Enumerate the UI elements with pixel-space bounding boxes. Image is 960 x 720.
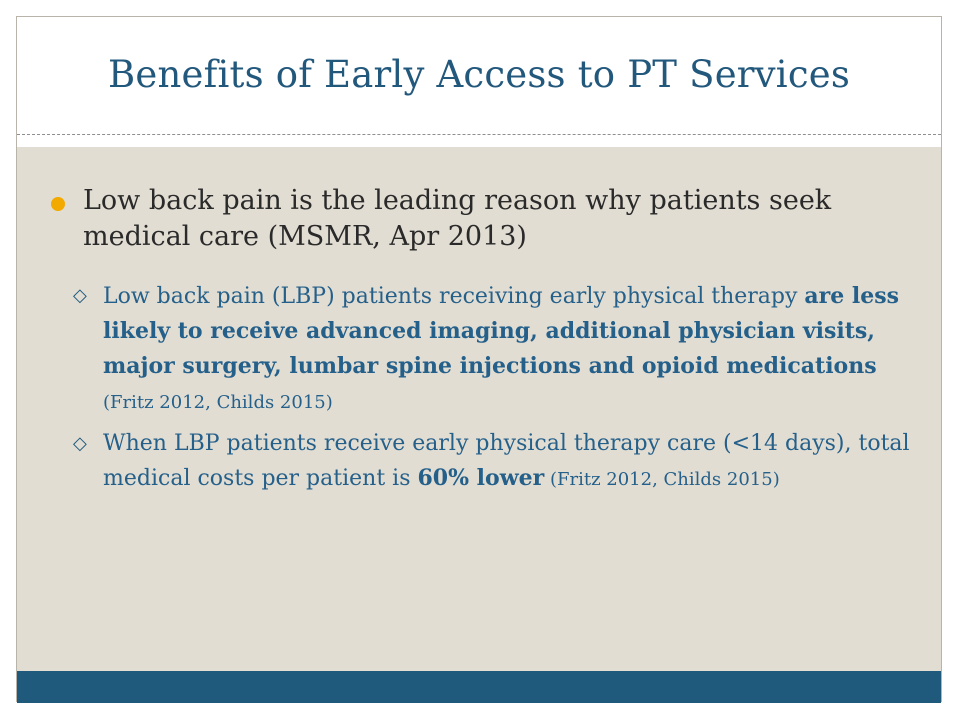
diamond-bullet-icon: ◇	[73, 285, 87, 306]
title-area	[17, 17, 941, 135]
subbullet-1-text	[103, 279, 913, 420]
bullet-dot-icon	[51, 197, 65, 211]
subbullet-1	[73, 279, 913, 420]
subbullet-1-cite: (Fritz 2012, Childs 2015)	[103, 392, 333, 413]
slide-title: Benefits of Early Access to PT Services	[107, 53, 851, 96]
subbullet-1-bold: are less likely to receive advanced imaging, additional physician visits, major surgery, lumbar spine injections and opioid medications	[103, 283, 900, 379]
subbullet-2	[73, 427, 913, 497]
subbullet-2-text	[103, 427, 913, 497]
main-bullet	[51, 183, 911, 255]
subbullet-2-bold: 60% lower	[417, 465, 545, 491]
diamond-bullet-icon: ◇	[73, 433, 87, 454]
slide-frame	[16, 16, 942, 702]
footer-bar	[17, 671, 941, 703]
subbullet-2-cite: (Fritz 2012, Childs 2015)	[544, 469, 780, 490]
content-area	[17, 147, 941, 671]
subbullet-1-part1: Low back pain (LBP) patients receiving early physical therapy	[103, 284, 805, 309]
subbullet-2-part1: When LBP patients receive early physical therapy care (<14 days), total medical costs per patient is	[103, 431, 910, 491]
main-bullet-text: Low back pain is the leading reason why patients seek medical care (MSMR, Apr 2013)	[83, 185, 832, 252]
